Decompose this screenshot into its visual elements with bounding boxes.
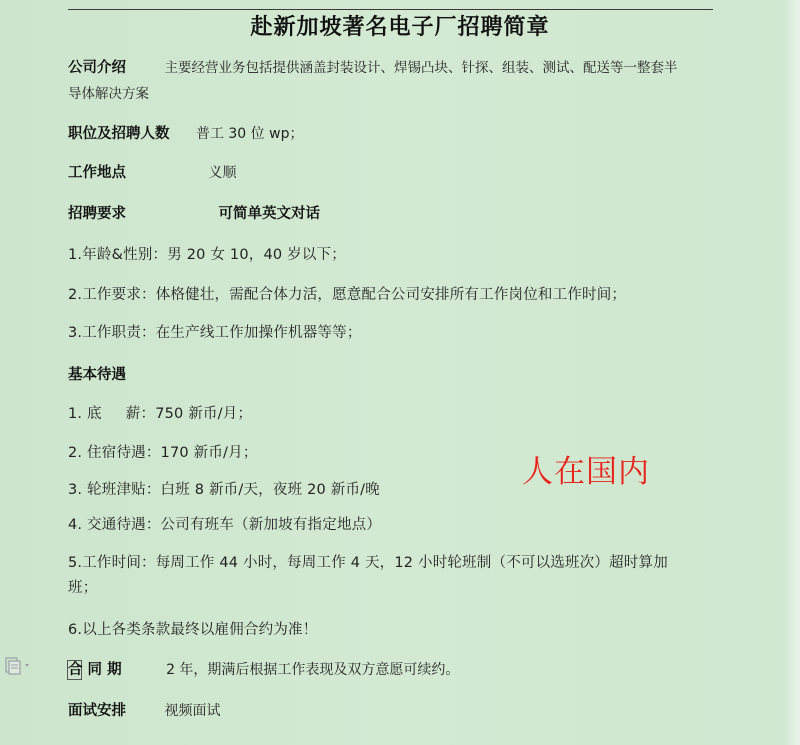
location-row [68,163,236,183]
benefit-item-5-continued: 班； [68,580,98,596]
contract-label: 合 同 期 [68,662,122,678]
company-intro-text-continued: 导体解决方案 [68,86,149,102]
requirement-item-2: 2.工作要求：体格健壮，需配合体力活，愿意配合公司安排所有工作岗位和工作时间； [68,287,627,303]
requirement-item-1: 1.年龄&性别：男 20 女 10，40 岁以下； [68,247,346,263]
benefits-label: 基本待遇 [68,367,126,383]
paste-options-icon-graphic [3,656,33,676]
benefit-item-5: 5.工作时间：每周工作 44 小时，每周工作 4 天，12 小时轮班制（不可以选班次）超时算加 [68,555,668,571]
overlay-annotation: 人在国内 [522,454,650,490]
interview-label: 面试安排 [68,703,126,719]
company-intro-row [68,58,677,78]
requirements-value: 可简单英文对话 [218,206,320,222]
interview-value: 视频面试 [164,703,221,719]
contract-value: 2 年，期满后根据工作表现及双方意愿可续约。 [166,662,460,678]
requirements-label: 招聘要求 [68,206,126,222]
company-intro-text: 主要经营业务包括提供涵盖封装设计、焊锡凸块、针探、组装、测试、配送等一整套半 [164,60,678,76]
benefit-item-1: 1. 底 薪：750 新币/月； [68,406,253,422]
company-intro-label: 公司介绍 [68,60,126,76]
position-label: 职位及招聘人数 [68,126,170,142]
requirement-item-3: 3.工作职责：在生产线工作加操作机器等等； [68,325,362,341]
page-edge [782,0,800,745]
benefit-item-3: 3. 轮班津贴：白班 8 新币/天，夜班 20 新币/晚 [68,482,380,498]
paste-options-icon[interactable] [3,656,35,676]
position-value: 普工 30 位 wp； [195,126,304,142]
location-label: 工作地点 [68,165,126,181]
document-title: 赴新加坡著名电子厂招聘简章 [250,14,550,40]
position-row [68,124,303,144]
requirements-row [68,204,320,224]
contract-row [68,660,459,680]
benefit-item-4: 4. 交通待遇：公司有班车（新加坡有指定地点） [68,517,382,533]
location-value: 义顺 [208,165,237,181]
interview-row [68,701,220,721]
benefit-item-6: 6.以上各类条款最终以雇佣合约为准！ [68,622,318,638]
benefit-item-2: 2. 住宿待遇：170 新币/月； [68,445,258,461]
